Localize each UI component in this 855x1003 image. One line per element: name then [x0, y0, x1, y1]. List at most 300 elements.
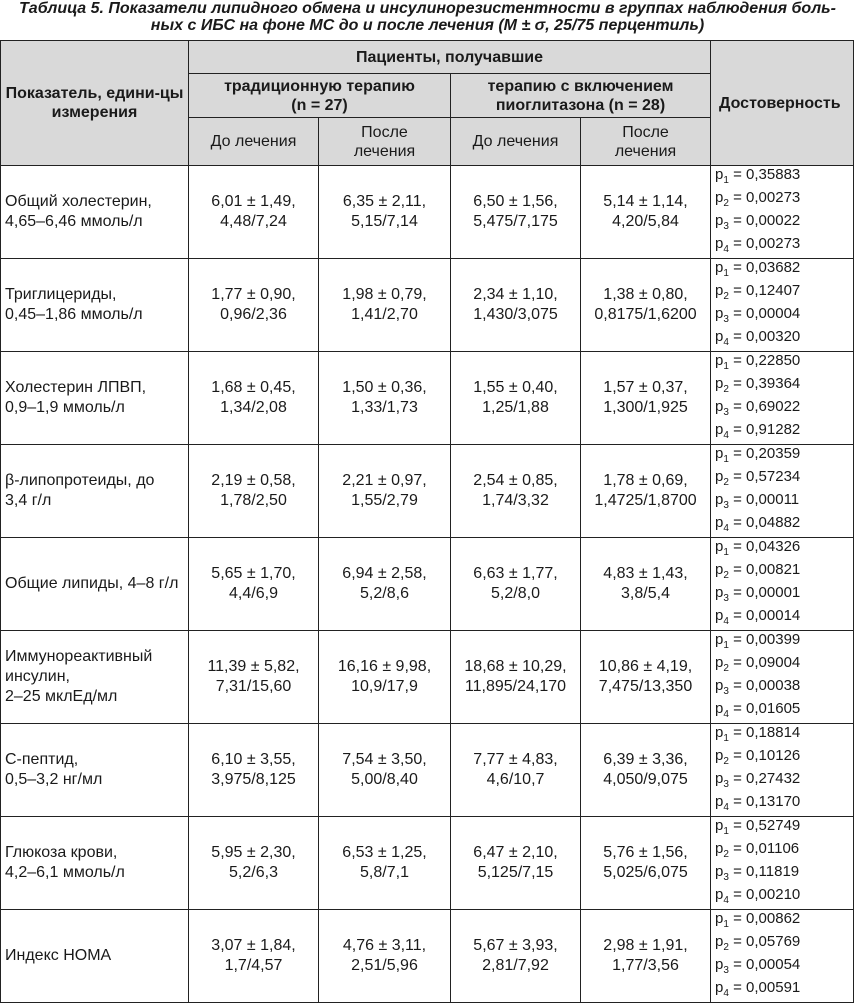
p-index: 4: [723, 244, 729, 255]
value-line: 0,96/2,36: [220, 306, 287, 323]
value-line: 1,77/3,56: [612, 957, 679, 974]
p-value-line: [715, 817, 849, 840]
table-row: [1, 724, 854, 817]
p-equals: =: [728, 282, 747, 299]
value-cell-c1: [189, 259, 319, 352]
p-symbol: p: [715, 561, 724, 578]
p-symbol: p: [715, 375, 724, 392]
value-line: 3,975/8,125: [211, 771, 296, 788]
value-cell-c4: [581, 910, 711, 1003]
caption-line-2: ных с ИБС на фоне МС до и после лечения (M ± σ, 25/75 перцентиль): [150, 17, 705, 34]
significance-cell: [711, 817, 854, 910]
indicator-cell: [1, 445, 189, 538]
p-symbol: p: [715, 189, 724, 206]
p-value: 0,00273: [746, 189, 801, 206]
p-index: 1: [723, 919, 729, 930]
p-value-line: [715, 282, 849, 305]
value-line: 5,14 ± 1,14,: [603, 193, 688, 210]
value-line: 6,53 ± 1,25,: [342, 844, 427, 861]
indicator-label-line: 0,45–1,86 ммоль/л: [5, 306, 143, 323]
p-equals: =: [728, 956, 747, 973]
p-symbol: p: [715, 607, 724, 624]
indicator-label-line: Общие липиды, 4–8 г/л: [5, 575, 179, 592]
p-equals: =: [728, 398, 747, 415]
p-index: 3: [723, 314, 729, 325]
value-cell-c2: [319, 910, 451, 1003]
p-value: 0,10126: [746, 747, 801, 764]
value-line: 5,2/6,3: [229, 864, 278, 881]
p-index: 3: [723, 965, 729, 976]
indicator-cell: [1, 724, 189, 817]
p-equals: =: [728, 468, 747, 485]
p-index: 2: [723, 477, 729, 488]
p-symbol: p: [715, 817, 724, 834]
value-line: 1,7/4,57: [224, 957, 283, 974]
value-line: 10,9/17,9: [351, 678, 418, 695]
indicator-label-line: 0,9–1,9 ммоль/л: [5, 399, 125, 416]
p-value: 0,35883: [746, 166, 801, 183]
p-value-line: [715, 724, 849, 747]
value-cell-c2: [319, 166, 451, 259]
significance-cell: [711, 166, 854, 259]
p-equals: =: [728, 979, 747, 996]
p-equals: =: [728, 561, 747, 578]
value-cell-c2: [319, 445, 451, 538]
value-line: 2,21 ± 0,97,: [342, 472, 427, 489]
value-line: 1,50 ± 0,36,: [342, 379, 427, 396]
p-symbol: p: [715, 747, 724, 764]
p-value: 0,01605: [746, 700, 801, 717]
p-symbol: p: [715, 956, 724, 973]
p-value-line: [715, 886, 849, 909]
table-caption: [0, 0, 855, 34]
p-index: 1: [723, 826, 729, 837]
p-index: 1: [723, 733, 729, 744]
p-value-line: [715, 910, 849, 933]
caption-line-1: Таблица 5. Показатели липидного обмена и инсулинорезистентности в группах наблюдения боль-: [19, 0, 836, 17]
indicator-label-line: 3,4 г/л: [5, 492, 52, 509]
value-line: 1,300/1,925: [603, 399, 688, 416]
value-line: 2,19 ± 0,58,: [211, 472, 296, 489]
p-equals: =: [728, 445, 747, 462]
value-line: 2,81/7,92: [482, 957, 549, 974]
p-equals: =: [728, 166, 747, 183]
p-value-line: [715, 607, 849, 630]
value-line: 1,98 ± 0,79,: [342, 286, 427, 303]
p-value: 0,00054: [746, 956, 801, 973]
p-value: 0,00014: [746, 607, 801, 624]
significance-cell: [711, 352, 854, 445]
header-indicator: Показатель, едини-цы измерения: [1, 41, 189, 166]
value-line: 1,68 ± 0,45,: [211, 379, 296, 396]
value-line: 1,33/1,73: [351, 399, 418, 416]
value-cell-c1: [189, 166, 319, 259]
significance-cell: [711, 631, 854, 724]
header-group-pioglitazone-line1: терапию с включением: [487, 77, 674, 95]
significance-cell: [711, 724, 854, 817]
value-line: 1,430/3,075: [473, 306, 558, 323]
value-line: 5,2/8,0: [491, 585, 540, 602]
value-cell-c2: [319, 724, 451, 817]
p-symbol: p: [715, 421, 724, 438]
p-index: 3: [723, 593, 729, 604]
indicator-label-line: Глюкоза крови,: [5, 844, 118, 861]
indicator-cell: [1, 817, 189, 910]
p-index: 2: [723, 942, 729, 953]
value-cell-c3: [451, 166, 581, 259]
indicator-label-line: 0,5–3,2 нг/мл: [5, 771, 103, 788]
p-symbol: p: [715, 468, 724, 485]
p-value-line: [715, 212, 849, 235]
p-index: 2: [723, 570, 729, 581]
value-cell-c1: [189, 631, 319, 724]
p-value: 0,05769: [746, 933, 801, 950]
p-value: 0,52749: [746, 817, 801, 834]
p-equals: =: [728, 817, 747, 834]
value-cell-c1: [189, 352, 319, 445]
p-symbol: p: [715, 305, 724, 322]
value-cell-c4: [581, 631, 711, 724]
value-line: 1,77 ± 0,90,: [211, 286, 296, 303]
p-value: 0,00821: [746, 561, 801, 578]
header-after-1-line1: После: [361, 123, 408, 141]
p-value-line: [715, 398, 849, 421]
value-line: 5,025/6,075: [603, 864, 688, 881]
p-value: 0,69022: [746, 398, 801, 415]
indicator-label-line: 4,2–6,1 ммоль/л: [5, 864, 125, 881]
p-value-line: [715, 328, 849, 351]
value-cell-c3: [451, 724, 581, 817]
p-value-line: [715, 352, 849, 375]
value-line: 7,31/15,60: [215, 678, 292, 695]
value-cell-c3: [451, 445, 581, 538]
p-equals: =: [728, 863, 747, 880]
p-equals: =: [728, 770, 747, 787]
p-symbol: p: [715, 910, 724, 927]
header-group-pioglitazone: [451, 74, 711, 118]
p-equals: =: [728, 538, 747, 555]
p-value: 0,13170: [746, 793, 801, 810]
significance-cell: [711, 910, 854, 1003]
p-value: 0,03682: [746, 259, 801, 276]
p-index: 4: [723, 337, 729, 348]
p-value-line: [715, 259, 849, 282]
value-cell-c4: [581, 724, 711, 817]
value-line: 4,48/7,24: [220, 213, 287, 230]
p-value: 0,57234: [746, 468, 801, 485]
value-line: 1,78/2,50: [220, 492, 287, 509]
p-value: 0,00038: [746, 677, 801, 694]
value-line: 5,2/8,6: [360, 585, 409, 602]
table-row: [1, 166, 854, 259]
p-symbol: p: [715, 282, 724, 299]
header-after-2-line1: После: [622, 123, 669, 141]
p-value-line: [715, 677, 849, 700]
p-symbol: p: [715, 631, 724, 648]
p-value-line: [715, 561, 849, 584]
header-patients: Пациенты, получавшие: [189, 41, 711, 74]
value-line: 7,77 ± 4,83,: [473, 751, 558, 768]
p-index: 4: [723, 523, 729, 534]
value-line: 1,25/1,88: [482, 399, 549, 416]
value-line: 6,94 ± 2,58,: [342, 565, 427, 582]
p-symbol: p: [715, 654, 724, 671]
p-value: 0,00210: [746, 886, 801, 903]
p-symbol: p: [715, 677, 724, 694]
value-cell-c2: [319, 538, 451, 631]
indicator-cell: [1, 166, 189, 259]
p-value-line: [715, 654, 849, 677]
p-equals: =: [728, 421, 747, 438]
value-line: 5,8/7,1: [360, 864, 409, 881]
p-index: 4: [723, 430, 729, 441]
p-index: 4: [723, 709, 729, 720]
p-equals: =: [728, 654, 747, 671]
p-index: 2: [723, 384, 729, 395]
value-line: 1,4725/1,8700: [594, 492, 697, 509]
value-cell-c2: [319, 631, 451, 724]
value-line: 0,8175/1,6200: [594, 306, 697, 323]
p-index: 3: [723, 872, 729, 883]
p-value-line: [715, 445, 849, 468]
value-line: 16,16 ± 9,98,: [337, 658, 432, 675]
p-value-line: [715, 421, 849, 444]
value-line: 4,20/5,84: [612, 213, 679, 230]
p-value: 0,00004: [746, 305, 801, 322]
header-before-2: До лечения: [451, 118, 581, 166]
value-cell-c3: [451, 817, 581, 910]
p-value: 0,11819: [746, 863, 800, 880]
value-cell-c3: [451, 259, 581, 352]
indicator-label-line: инсулин,: [5, 668, 70, 685]
p-equals: =: [728, 700, 747, 717]
p-value: 0,00001: [746, 584, 801, 601]
p-value: 0,00591: [746, 979, 801, 996]
p-equals: =: [728, 235, 747, 252]
p-value-line: [715, 514, 849, 537]
value-line: 5,15/7,14: [351, 213, 418, 230]
value-cell-c3: [451, 538, 581, 631]
p-value: 0,00011: [746, 491, 800, 508]
p-index: 3: [723, 500, 729, 511]
value-line: 6,63 ± 1,77,: [473, 565, 558, 582]
p-value: 0,91282: [746, 421, 801, 438]
p-equals: =: [728, 375, 747, 392]
value-line: 1,41/2,70: [351, 306, 418, 323]
p-symbol: p: [715, 212, 724, 229]
p-equals: =: [728, 212, 747, 229]
indicator-cell: [1, 538, 189, 631]
p-value-line: [715, 770, 849, 793]
p-index: 4: [723, 895, 729, 906]
value-line: 6,47 ± 2,10,: [473, 844, 558, 861]
p-symbol: p: [715, 166, 724, 183]
value-line: 18,68 ± 10,29,: [464, 658, 567, 675]
p-equals: =: [728, 933, 747, 950]
p-equals: =: [728, 259, 747, 276]
value-line: 6,50 ± 1,56,: [473, 193, 558, 210]
value-cell-c2: [319, 259, 451, 352]
value-cell-c1: [189, 817, 319, 910]
value-line: 5,125/7,15: [477, 864, 554, 881]
value-line: 5,65 ± 1,70,: [211, 565, 296, 582]
indicator-label-line: β-липопротеиды, до: [5, 472, 155, 489]
value-line: 2,98 ± 1,91,: [603, 937, 688, 954]
p-symbol: p: [715, 700, 724, 717]
value-cell-c1: [189, 445, 319, 538]
p-index: 1: [723, 454, 729, 465]
indicator-cell: [1, 631, 189, 724]
p-symbol: p: [715, 793, 724, 810]
results-table: [0, 40, 854, 1003]
p-value-line: [715, 956, 849, 979]
p-index: 3: [723, 779, 729, 790]
table-row: [1, 352, 854, 445]
p-value-line: [715, 584, 849, 607]
value-line: 3,07 ± 1,84,: [211, 937, 296, 954]
value-cell-c4: [581, 445, 711, 538]
p-value-line: [715, 700, 849, 723]
p-index: 2: [723, 756, 729, 767]
header-after-1-line2: лечения: [353, 142, 416, 160]
p-value: 0,39364: [746, 375, 801, 392]
p-value: 0,04882: [746, 514, 801, 531]
header-after-1: [319, 118, 451, 166]
p-equals: =: [728, 514, 747, 531]
p-value: 0,00862: [746, 910, 801, 927]
value-line: 1,55/2,79: [351, 492, 418, 509]
indicator-label-line: Иммунореактивный: [5, 648, 153, 665]
p-value-line: [715, 491, 849, 514]
header-after-2-line2: лечения: [614, 142, 677, 160]
indicator-label-line: 4,65–6,46 ммоль/л: [5, 213, 143, 230]
value-line: 2,51/5,96: [351, 957, 418, 974]
p-symbol: p: [715, 398, 724, 415]
p-value-line: [715, 979, 849, 1002]
p-value: 0,00273: [746, 235, 801, 252]
value-line: 4,4/6,9: [229, 585, 278, 602]
value-cell-c4: [581, 166, 711, 259]
p-index: 4: [723, 988, 729, 999]
p-equals: =: [728, 910, 747, 927]
p-index: 1: [723, 175, 729, 186]
value-cell-c1: [189, 910, 319, 1003]
p-equals: =: [728, 607, 747, 624]
header-group-traditional: [189, 74, 451, 118]
value-cell-c2: [319, 817, 451, 910]
p-value: 0,00022: [746, 212, 801, 229]
p-index: 2: [723, 198, 729, 209]
p-symbol: p: [715, 770, 724, 787]
value-line: 5,475/7,175: [473, 213, 558, 230]
p-index: 1: [723, 361, 729, 372]
value-line: 6,35 ± 2,11,: [342, 193, 427, 210]
table-row: [1, 631, 854, 724]
p-equals: =: [728, 189, 747, 206]
p-symbol: p: [715, 886, 724, 903]
significance-cell: [711, 445, 854, 538]
p-index: 2: [723, 849, 729, 860]
p-equals: =: [728, 724, 747, 741]
p-value: 0,04326: [746, 538, 801, 555]
p-value-line: [715, 793, 849, 816]
indicator-cell: [1, 352, 189, 445]
p-value: 0,00320: [746, 328, 801, 345]
p-value: 0,18814: [746, 724, 801, 741]
p-value-line: [715, 863, 849, 886]
p-symbol: p: [715, 979, 724, 996]
value-line: 1,78 ± 0,69,: [603, 472, 688, 489]
p-index: 3: [723, 407, 729, 418]
value-cell-c4: [581, 817, 711, 910]
p-symbol: p: [715, 491, 724, 508]
value-cell-c3: [451, 631, 581, 724]
header-before-1: До лечения: [189, 118, 319, 166]
p-value: 0,22850: [746, 352, 801, 369]
table-row: [1, 910, 854, 1003]
p-equals: =: [728, 840, 747, 857]
value-line: 7,475/13,350: [598, 678, 693, 695]
value-line: 5,76 ± 1,56,: [603, 844, 688, 861]
p-symbol: p: [715, 840, 724, 857]
p-symbol: p: [715, 352, 724, 369]
p-symbol: p: [715, 328, 724, 345]
p-index: 2: [723, 663, 729, 674]
value-line: 1,55 ± 0,40,: [473, 379, 558, 396]
p-index: 3: [723, 686, 729, 697]
p-index: 4: [723, 802, 729, 813]
p-value: 0,00399: [746, 631, 801, 648]
value-line: 10,86 ± 4,19,: [598, 658, 693, 675]
header-after-2: [581, 118, 711, 166]
value-line: 2,54 ± 0,85,: [473, 472, 558, 489]
p-value-line: [715, 166, 849, 189]
p-value-line: [715, 538, 849, 561]
table-row: [1, 259, 854, 352]
p-symbol: p: [715, 584, 724, 601]
header-group-traditional-line2: (n = 27): [291, 96, 348, 114]
value-cell-c2: [319, 352, 451, 445]
p-index: 1: [723, 547, 729, 558]
p-index: 1: [723, 268, 729, 279]
p-index: 3: [723, 221, 729, 232]
value-line: 4,6/10,7: [486, 771, 545, 788]
p-value: 0,20359: [746, 445, 801, 462]
table-row: [1, 817, 854, 910]
indicator-label-line: Индекс HOMA: [5, 947, 112, 964]
header-group-pioglitazone-line2: пиоглитазона (n = 28): [495, 96, 666, 114]
value-line: 4,76 ± 3,11,: [342, 937, 427, 954]
value-line: 1,57 ± 0,37,: [603, 379, 688, 396]
p-equals: =: [728, 631, 747, 648]
header-group-traditional-line1: традиционную терапию: [224, 77, 415, 95]
p-value-line: [715, 235, 849, 258]
p-value: 0,12407: [746, 282, 801, 299]
value-line: 1,34/2,08: [220, 399, 287, 416]
value-line: 5,00/8,40: [351, 771, 418, 788]
p-value: 0,01106: [746, 840, 800, 857]
indicator-cell: [1, 259, 189, 352]
p-value: 0,09004: [746, 654, 801, 671]
table-row: [1, 445, 854, 538]
value-cell-c1: [189, 538, 319, 631]
value-cell-c4: [581, 538, 711, 631]
table-row: [1, 538, 854, 631]
value-line: 6,01 ± 1,49,: [211, 193, 296, 210]
indicator-label-line: Триглицериды,: [5, 286, 117, 303]
p-symbol: p: [715, 445, 724, 462]
value-line: 1,38 ± 0,80,: [603, 286, 688, 303]
